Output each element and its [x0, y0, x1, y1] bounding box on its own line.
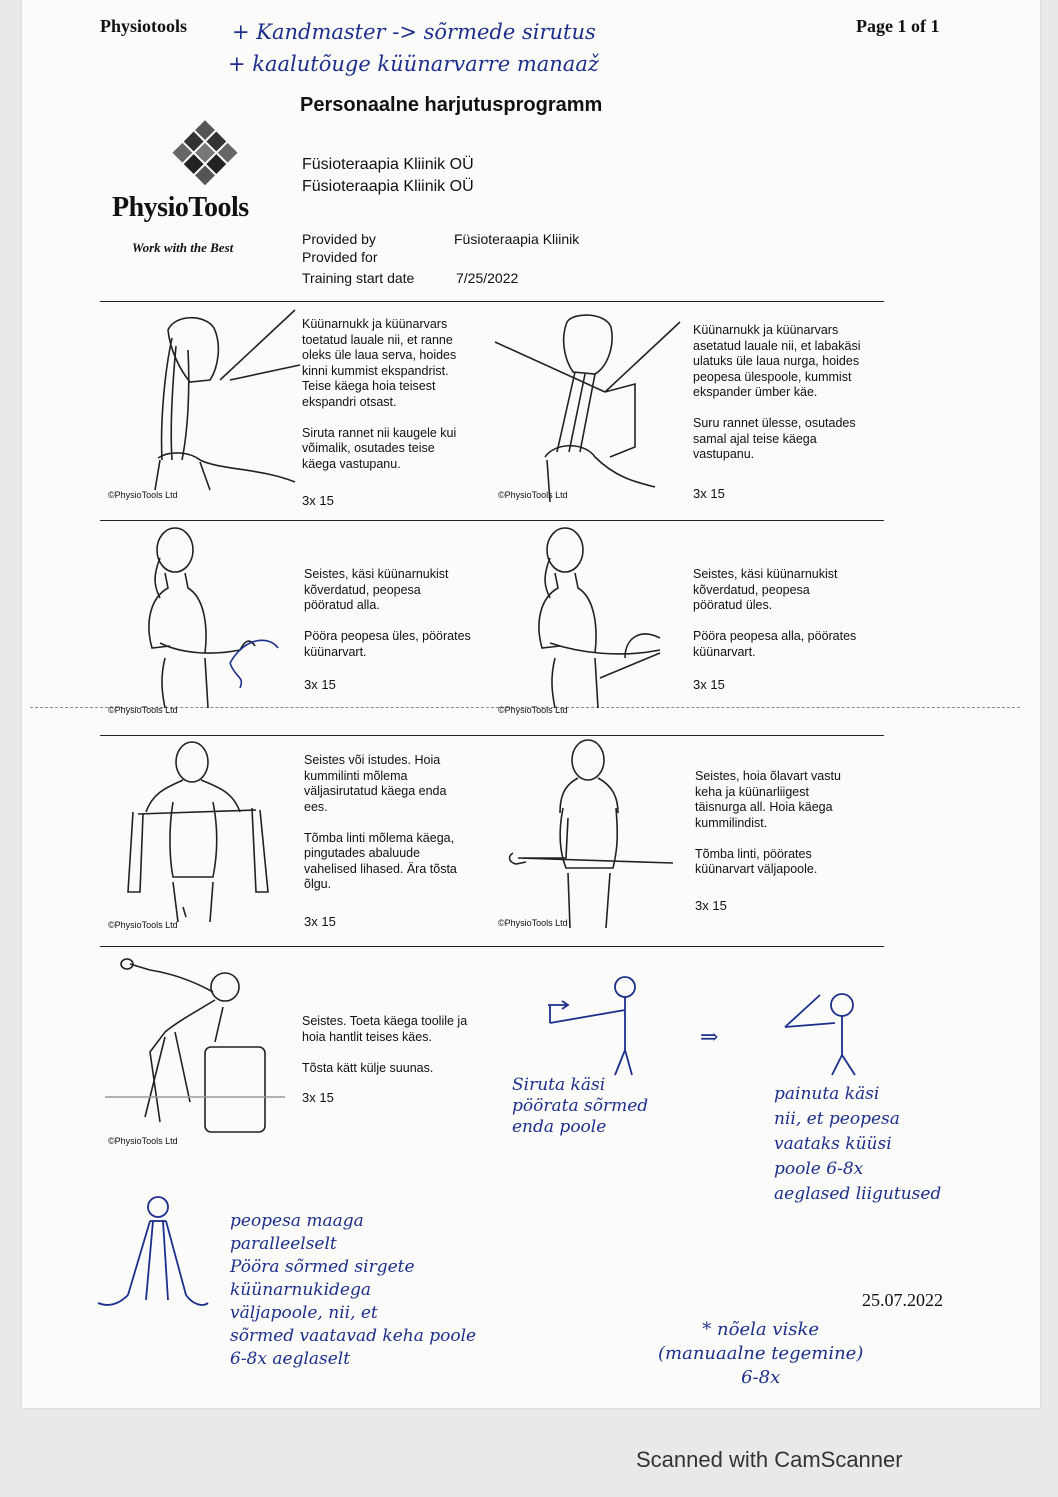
exercise-3-reps: 3x 15 [304, 677, 336, 692]
handwritten-sketch-arm-flex [780, 985, 870, 1075]
exercise-1-reps: 3x 15 [302, 493, 334, 508]
logo-brand: PhysioTools [112, 192, 249, 223]
exercise-6-instructions: Seistes, hoia õlavart vastu keha ja küünarliigest täisnurga all. Hoia käega kummilindist. Tõmba linti, pöörates küünarvart väljapoole. [695, 769, 841, 876]
copyright-6: ©PhysioTools Ltd [498, 918, 568, 928]
training-start-label: Training start date [302, 270, 415, 286]
copyright-7: ©PhysioTools Ltd [108, 1136, 178, 1146]
exercise-7-instructions: Seistes. Toeta käega toolile ja hoia hantlit teises käes. Tõsta kätt külje suunas. [302, 1014, 468, 1075]
handwritten-sketch-standing [98, 1195, 208, 1315]
handwritten-sketch-arm-extend [540, 975, 650, 1075]
exercise-5-reps: 3x 15 [304, 914, 336, 929]
header-page-number: Page 1 of 1 [856, 16, 940, 36]
exercise-2-illustration [495, 312, 695, 502]
divider [100, 520, 884, 521]
exercise-1-instructions: Küünarnukk ja küünarvars toetatud lauale nii, et ranne oleks üle laua serva, hoides kinni kummist ekspandrist. Teise käega hoia teisest ekspandri otsast. Siruta rannet nii kaugele kui võimalik, osutades teise käega vastupanu. [302, 317, 457, 471]
copyright-5: ©PhysioTools Ltd [108, 920, 178, 930]
exercise-5-illustration [128, 742, 278, 922]
exercise-6-illustration [508, 738, 678, 928]
exercise-3-instructions: Seistes, käsi küünarnukist kõverdatud, peopesa pööratud alla. Pööra peopesa üles, pöörates küünarvart. [304, 567, 471, 659]
physiotools-logo-icon [160, 112, 250, 202]
exercise-2-reps: 3x 15 [693, 486, 725, 501]
clinic-name-2: Füsioteraapia Kliinik OÜ [302, 178, 474, 195]
handwritten-arrow: ⇒ [700, 1025, 719, 1050]
handwritten-date: 25.07.2022 [862, 1290, 943, 1310]
exercise-7-reps: 3x 15 [302, 1090, 334, 1105]
logo-tagline: Work with the Best [132, 240, 234, 255]
exercise-7-illustration [105, 952, 285, 1142]
exercise-6-reps: 3x 15 [695, 898, 727, 913]
exercise-3-illustration [130, 528, 300, 708]
exercise-1-illustration [110, 310, 300, 490]
exercise-5-instructions: Seistes või istudes. Hoia kummilinti mõlema väljasirutatud käega enda ees. Tõmba linti mõlema käega, pingutades abaluude vahelised lihased. Ära tõsta õlgu. [304, 753, 457, 891]
copyright-3: ©PhysioTools Ltd [108, 705, 178, 715]
exercise-2-instructions: Küünarnukk ja küünarvars asetatud lauale nii, et labakäsi ulatuks üle laua nurga, hoides peopesa ülespoole, kummist ekspander ümber käe. Suru rannet ülesse, osutades samal ajal teise käega vastupanu. [693, 323, 861, 461]
divider [100, 946, 884, 947]
provided-by-label: Provided by [302, 231, 376, 247]
handwritten-note-top-1: + Kandmaster -> sõrmede sirutus [232, 20, 596, 44]
handwritten-note-top-2: + kaalutõuge küünarvarre manaaž [228, 52, 599, 76]
handwritten-note-c: peopesa maaga paralleelselt Pööra sõrmed sirgete küünarnukidega väljapoole, nii, et sõrmed vaatavad keha poole 6-8x aeglaselt [230, 1211, 477, 1369]
exercise-4-instructions: Seistes, käsi küünarnukist kõverdatud, peopesa pööratud üles. Pööra peopesa alla, pöörates küünarvart. [693, 567, 857, 659]
provided-for-label: Provided for [302, 249, 378, 265]
copyright-4: ©PhysioTools Ltd [498, 705, 568, 715]
divider [100, 301, 884, 302]
exercise-4-illustration [520, 528, 690, 708]
handwritten-note-d: * nõela viske (manuaalne tegemine) 6-8x [658, 1319, 864, 1388]
training-start-value: 7/25/2022 [456, 270, 519, 286]
page-title: Personaalne harjutusprogramm [300, 94, 603, 116]
handwritten-note-a: Siruta käsi pöörata sõrmed enda poole [512, 1075, 649, 1137]
camscanner-watermark: Scanned with CamScanner [636, 1447, 903, 1472]
copyright-1: ©PhysioTools Ltd [108, 490, 178, 500]
handwritten-note-b: painuta käsi nii, et peopesa vaataks küüsi poole 6-8x aeglased liigutused [774, 1084, 942, 1204]
clinic-name-1: Füsioteraapia Kliinik OÜ [302, 156, 474, 173]
header-app-name: Physiotools [100, 16, 188, 36]
copyright-2: ©PhysioTools Ltd [498, 490, 568, 500]
exercise-4-reps: 3x 15 [693, 677, 725, 692]
provided-by-value: Füsioteraapia Kliinik [454, 231, 580, 247]
divider [100, 735, 884, 736]
